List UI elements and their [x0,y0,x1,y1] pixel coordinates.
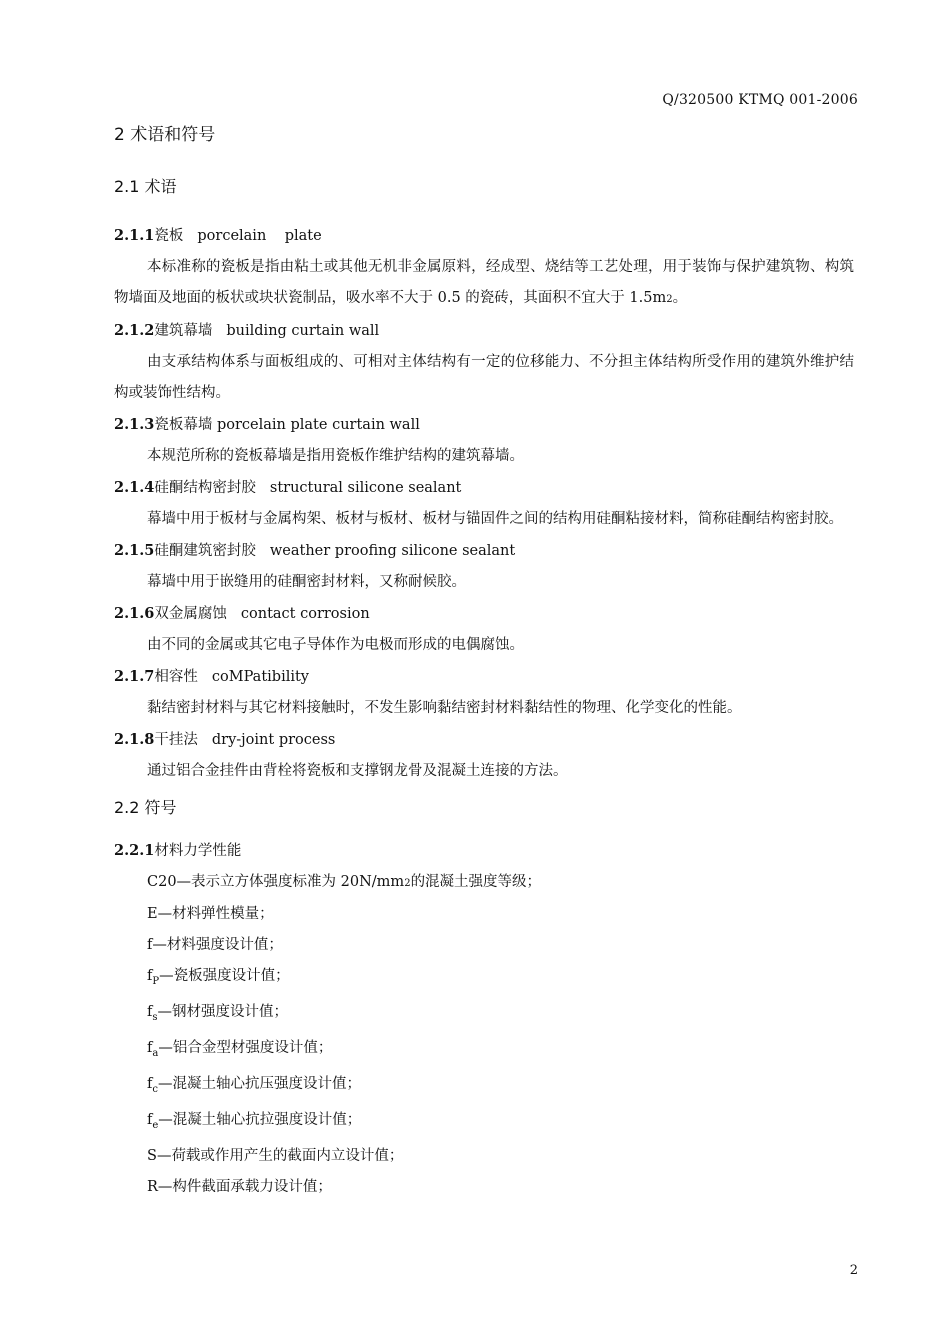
term-number: 2.1.2 [114,322,155,339]
symbols-group-heading [114,835,854,867]
symbol-subscript: a [152,1048,159,1059]
term-english: coMPatibility [211,669,309,685]
symbol-subscript: P [152,976,160,987]
term-english: porcelain plate [197,228,322,244]
term-number: 2.1.5 [114,542,155,559]
term-heading [114,535,854,567]
term-chinese: 干挂法 [154,732,198,748]
symbol: C20 [147,874,177,890]
symbol-item [114,961,854,997]
document-code: Q/320500 KTMQ 001-2006 [662,92,858,108]
symbol: R [147,1179,158,1195]
term-number: 2.1.6 [114,605,155,622]
symbols-list [114,867,854,1203]
symbol-item [114,1105,854,1141]
symbol-definition: —混凝土轴心抗拉强度设计值； [158,1112,362,1128]
term-english: structural silicone sealant [269,480,462,496]
symbol-definition: —瓷板强度设计值； [159,968,290,984]
term-heading [114,724,854,756]
term-item [114,535,854,598]
term-item [114,661,854,724]
term-chinese: 硅酮建筑密封胶 [154,543,256,559]
term-chinese: 相容性 [154,669,198,685]
term-item [114,472,854,535]
symbol-item [114,1172,854,1203]
term-description [114,252,854,315]
term-number: 2.1.4 [114,479,155,496]
term-english: building curtain wall [226,323,380,339]
symbol-subscript: c [152,1084,158,1095]
symbol-subscript: e [152,1120,159,1131]
symbol: f [147,937,153,953]
term-heading [114,598,854,630]
term-item [114,409,854,472]
symbol: f [147,968,153,984]
term-item [114,220,854,315]
term-number: 2.1.8 [114,731,155,748]
term-description: 黏结密封材料与其它材料接触时，不发生影响黏结密封材料黏结性的物理、化学变化的性能。 [147,700,742,716]
symbol-item [114,1141,854,1172]
term-english: dry-joint process [211,732,336,748]
term-chinese: 建筑幕墙 [154,323,213,339]
symbol-definition: —构件截面承载力设计值； [157,1179,332,1195]
term-description: 幕墙中用于嵌缝用的硅酮密封材料，又称耐候胶。 [147,574,466,590]
term-english: contact corrosion [240,606,370,622]
symbol-item [114,1069,854,1105]
symbols-group-title: 材料力学性能 [154,843,242,859]
term-heading [114,220,854,252]
term-item [114,598,854,661]
term-description: 本规范所称的瓷板幕墙是指用瓷板作维护结构的建筑幕墙。 [147,448,524,464]
term-heading [114,409,854,441]
term-number: 2.1.1 [114,227,155,244]
term-description-tail: 。 [672,290,688,306]
superscript: 2 [404,878,411,889]
symbol: f [147,1004,153,1020]
symbol-item [114,899,854,930]
term-chinese: 双金属腐蚀 [154,606,227,622]
section-title-terms: 2.1 术语 [114,177,177,196]
term-heading [114,661,854,693]
symbol: E [147,906,158,922]
superscript: 2 [666,294,673,305]
term-description: 幕墙中用于板材与金属构架、板材与板材、板材与锚固件之间的结构用硅酮粘接材料，简称硅酮结构密封胶。 [147,511,843,527]
symbol-item [114,997,854,1033]
term-description: 由支承结构体系与面板组成的、可相对主体结构有一定的位移能力、不分担主体结构所受作用的建筑外维护结构或装饰性结构。 [114,354,854,401]
term-heading [114,315,854,347]
terms-list [114,220,854,787]
term-english: porcelain plate curtain wall [216,417,420,433]
page-number: 2 [849,1263,858,1278]
page-content [114,120,854,1203]
symbol-definition: —材料强度设计值； [152,937,283,953]
term-chinese: 瓷板 [154,228,184,244]
term-item [114,315,854,409]
symbol-definition: —混凝土轴心抗压强度设计值； [157,1076,361,1092]
symbol-item [114,1033,854,1069]
symbol-subscript: s [152,1012,158,1023]
symbol: f [147,1112,153,1128]
term-number: 2.1.3 [114,416,155,433]
term-description: 由不同的金属或其它电子导体作为电极而形成的电偶腐蚀。 [147,637,524,653]
chapter-title: 2 术语和符号 [114,125,216,145]
term-chinese: 硅酮结构密封胶 [154,480,256,496]
term-description: 通过铝合金挂件由背栓将瓷板和支撑钢龙骨及混凝土连接的方法。 [147,763,568,779]
term-description-text: 本标准称的瓷板是指由粘土或其他无机非金属原料，经成型、烧结等工艺处理，用于装饰与保护建筑物、构筑物墙面及地面的板状或块状瓷制品，吸水率不大于 0.5 的瓷砖，其面积不宜大于 1.5m [114,259,854,306]
symbol-definition: —荷载或作用产生的截面内立设计值； [156,1148,404,1164]
symbol-item [114,867,854,899]
symbol-definition-tail: 的混凝土强度等级； [410,874,542,890]
term-heading [114,472,854,504]
symbol: S [147,1148,157,1164]
symbol-definition: —铝合金型材强度设计值； [158,1040,333,1056]
term-item [114,724,854,787]
symbol: f [147,1076,153,1092]
term-number: 2.1.7 [114,668,155,685]
term-chinese: 瓷板幕墙 [154,417,213,433]
section-title-symbols: 2.2 符号 [114,798,177,817]
symbols-group-number: 2.2.1 [114,842,155,859]
symbol-item [114,930,854,961]
symbol-definition: —钢材强度设计值； [157,1004,289,1020]
term-english: weather proofing silicone sealant [269,543,516,559]
symbol-definition: —材料弹性模量； [157,906,274,922]
symbol-definition: —表示立方体强度标准为 20N/mm [176,874,405,890]
symbol: f [147,1040,153,1056]
